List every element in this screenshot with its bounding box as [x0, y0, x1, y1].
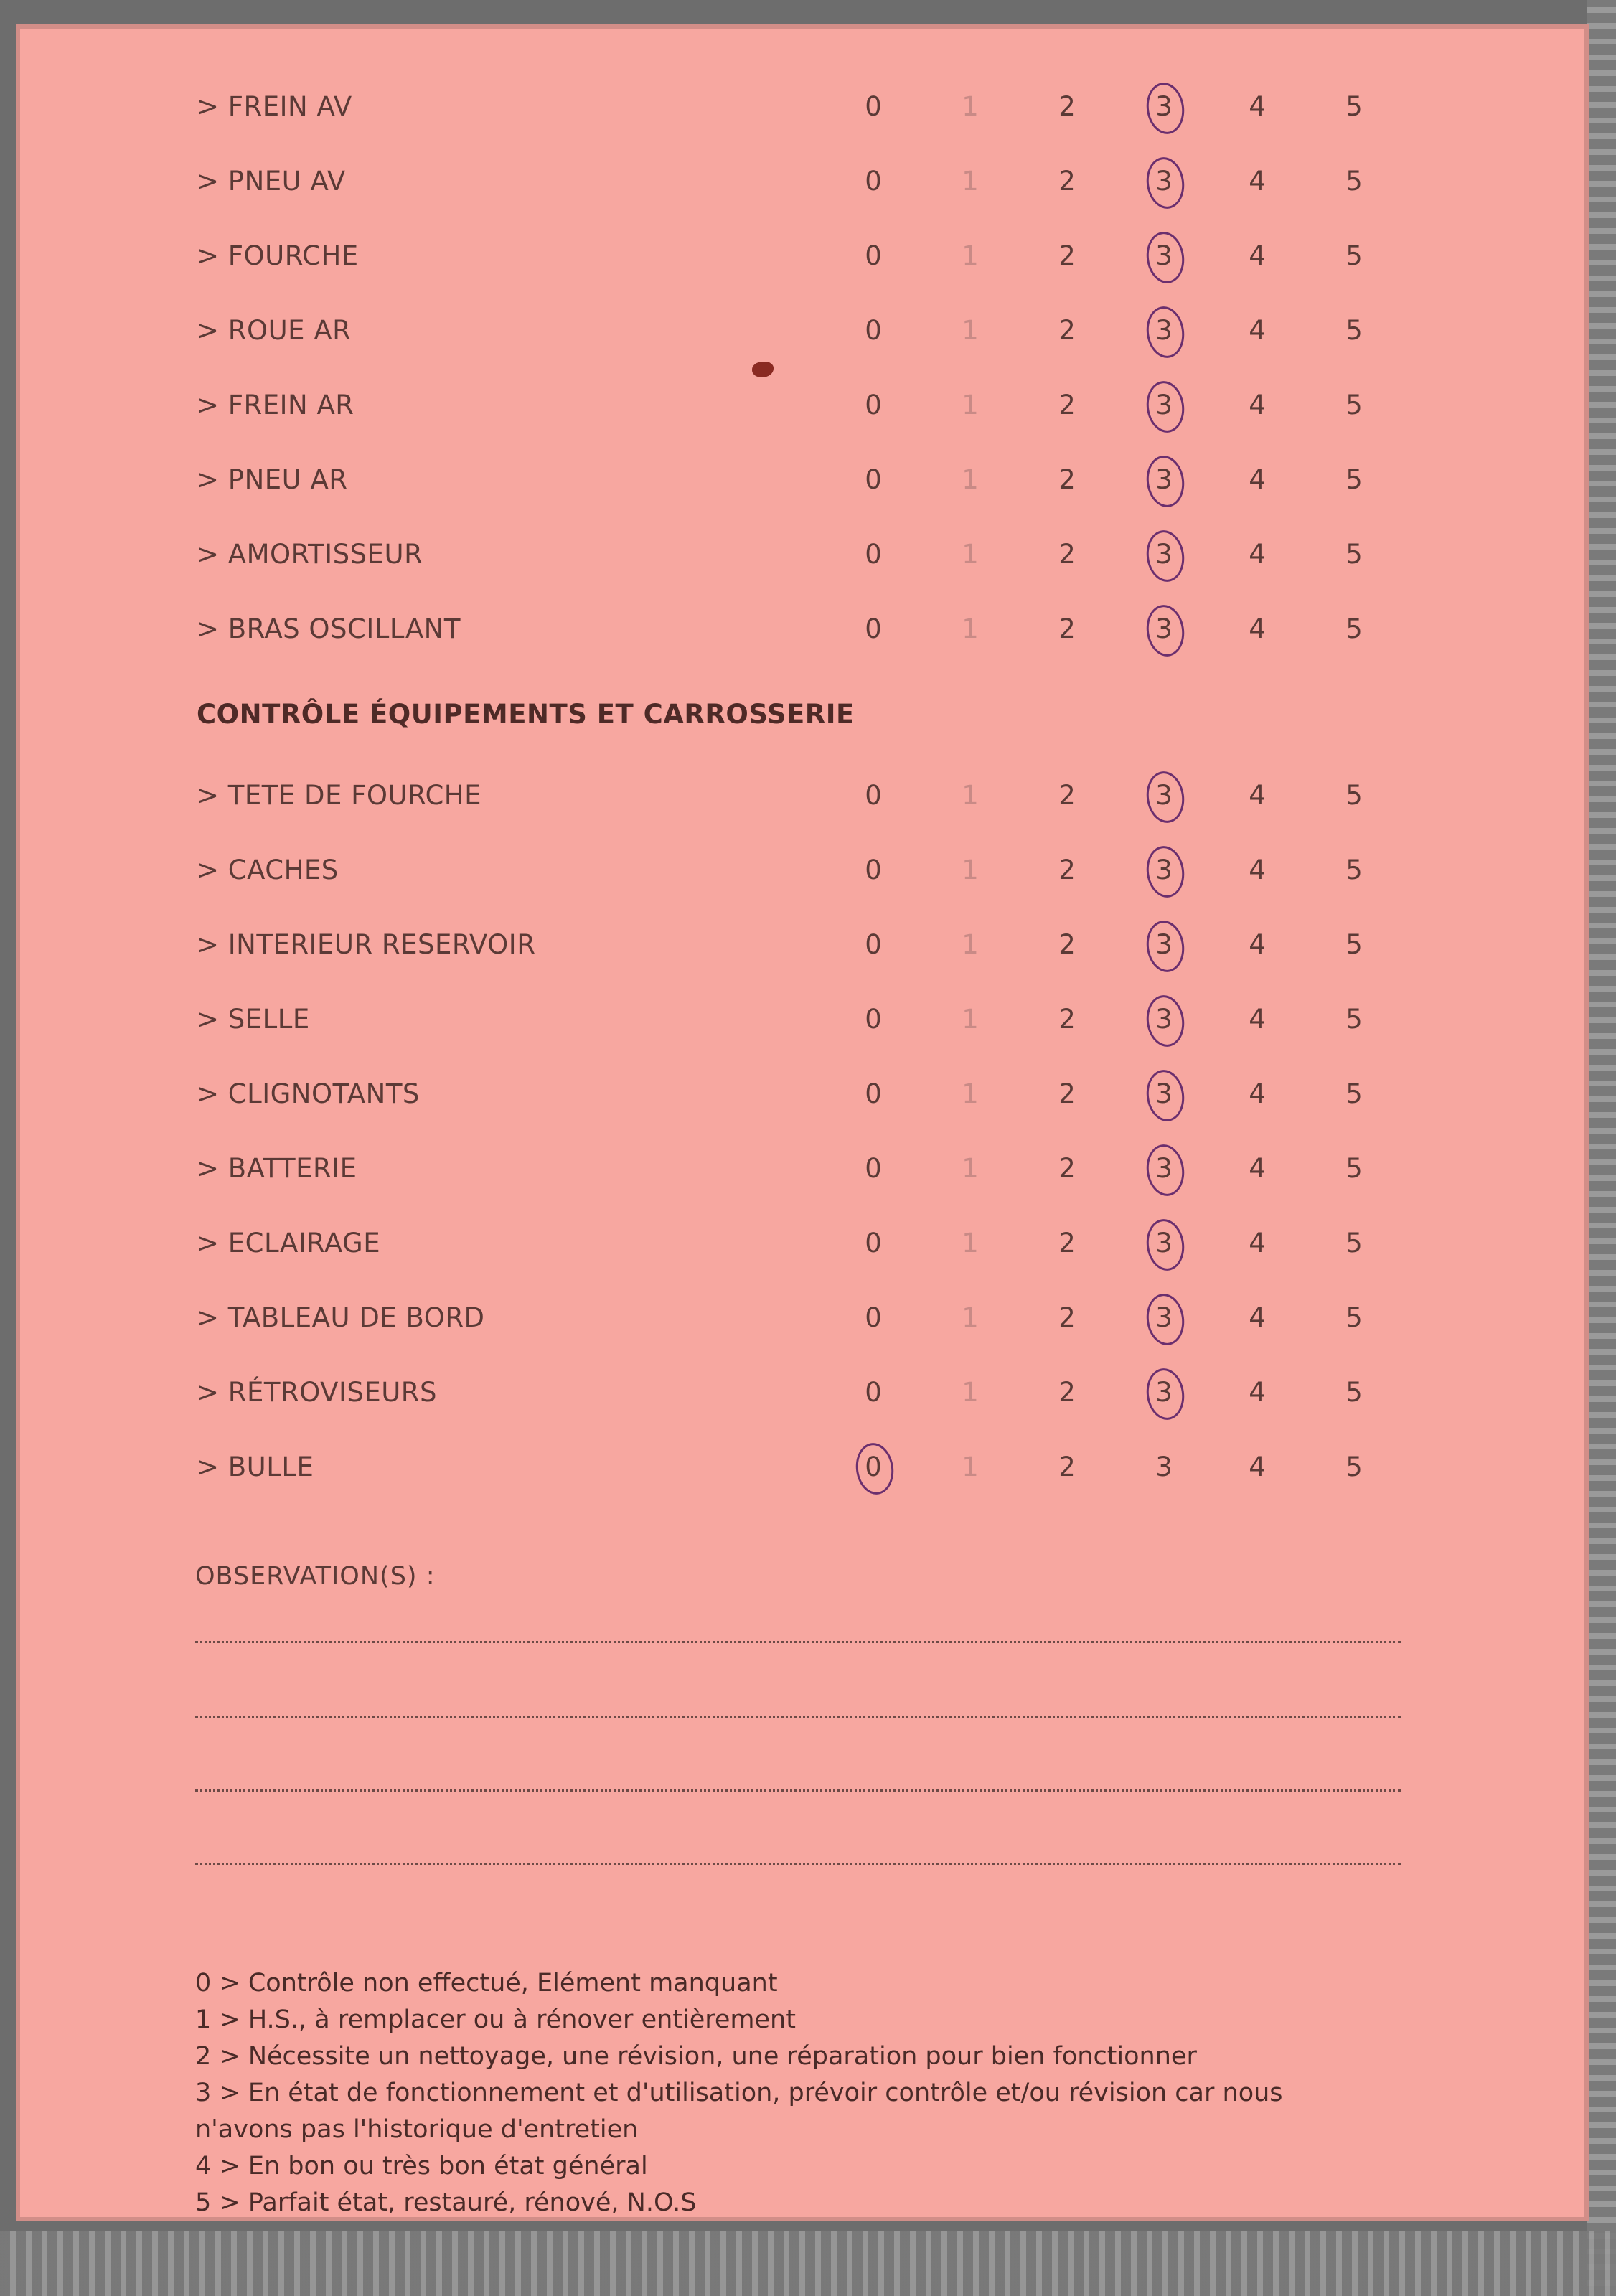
- rating-option-2[interactable]: 2: [1058, 855, 1076, 885]
- row-label: > ECLAIRAGE: [197, 1228, 381, 1258]
- rating-option-1[interactable]: 1: [962, 1377, 979, 1408]
- rating-option-4[interactable]: 4: [1249, 1377, 1266, 1408]
- rating-option-0[interactable]: 0: [865, 613, 882, 644]
- checklist-row: [16, 998, 1589, 1041]
- rating-option-5[interactable]: 5: [1345, 613, 1363, 644]
- rating-option-4[interactable]: 4: [1249, 1452, 1266, 1482]
- legend-line: 2 > Nécessite un nettoyage, une révision, une réparation pour bien fonctionner: [195, 2042, 1197, 2071]
- rating-option-2[interactable]: 2: [1058, 613, 1076, 644]
- rating-option-0[interactable]: 0: [865, 929, 882, 960]
- rating-option-1[interactable]: 1: [962, 613, 979, 644]
- rating-option-0[interactable]: 0: [865, 240, 882, 271]
- rating-option-3[interactable]: 3: [1142, 91, 1185, 122]
- rating-option-1[interactable]: 1: [962, 464, 979, 495]
- rating-legend: [195, 1965, 1415, 2221]
- observation-label: OBSERVATION(S) :: [195, 1562, 436, 1591]
- checklist-row: [16, 774, 1589, 817]
- row-label: > ROUE AR: [197, 315, 352, 346]
- rating-option-4[interactable]: 4: [1249, 539, 1266, 570]
- rating-option-4[interactable]: 4: [1249, 315, 1266, 346]
- rating-option-3[interactable]: 3: [1155, 1452, 1173, 1482]
- checklist-row: [16, 1371, 1589, 1414]
- rating-option-5[interactable]: 5: [1345, 1228, 1363, 1258]
- rating-option-0[interactable]: 0: [865, 1377, 882, 1408]
- rating-option-3[interactable]: 3: [1142, 390, 1185, 420]
- checklist-row: [16, 1446, 1589, 1489]
- rating-option-0[interactable]: 0: [865, 1004, 882, 1035]
- rating-option-2[interactable]: 2: [1058, 166, 1076, 197]
- rating-option-5[interactable]: 5: [1345, 315, 1363, 346]
- rating-option-0[interactable]: 0: [865, 390, 882, 420]
- rating-option-2[interactable]: 2: [1058, 1377, 1076, 1408]
- checklist-row: [16, 85, 1589, 128]
- rating-option-0[interactable]: 0: [865, 315, 882, 346]
- rating-option-5[interactable]: 5: [1345, 1078, 1363, 1109]
- observation-line[interactable]: [195, 1716, 1401, 1718]
- rating-option-3[interactable]: 3: [1142, 1228, 1185, 1258]
- row-label: > BULLE: [197, 1452, 314, 1482]
- rating-option-3[interactable]: 3: [1142, 1302, 1185, 1333]
- rating-option-0[interactable]: 0: [865, 166, 882, 197]
- rating-option-1[interactable]: 1: [962, 1153, 979, 1184]
- rating-option-3[interactable]: 3: [1142, 1377, 1185, 1408]
- rating-option-5[interactable]: 5: [1345, 780, 1363, 811]
- rating-option-1[interactable]: 1: [962, 1302, 979, 1333]
- rating-option-5[interactable]: 5: [1345, 1377, 1363, 1408]
- rating-option-3[interactable]: 3: [1142, 855, 1185, 885]
- legend-line: n'avons pas l'historique d'entretien: [195, 2115, 639, 2144]
- rating-option-5[interactable]: 5: [1345, 1153, 1363, 1184]
- rating-option-0[interactable]: 0: [865, 1078, 882, 1109]
- rating-option-3[interactable]: 3: [1142, 315, 1185, 346]
- checklist-row: [16, 235, 1589, 278]
- observation-line[interactable]: [195, 1789, 1401, 1792]
- checklist-row: [16, 160, 1589, 203]
- rating-option-4[interactable]: 4: [1249, 390, 1266, 420]
- rating-option-0[interactable]: 0: [865, 780, 882, 811]
- rating-option-4[interactable]: 4: [1249, 1153, 1266, 1184]
- checklist-row: [16, 608, 1589, 651]
- rating-option-1[interactable]: 1: [962, 166, 979, 197]
- row-label: > AMORTISSEUR: [197, 539, 423, 570]
- rating-option-2[interactable]: 2: [1058, 1078, 1076, 1109]
- rating-option-3[interactable]: 3: [1142, 613, 1185, 644]
- row-label: > TETE DE FOURCHE: [197, 780, 481, 811]
- checklist-row: [16, 849, 1589, 892]
- row-label: > FREIN AV: [197, 91, 352, 122]
- rating-option-2[interactable]: 2: [1058, 929, 1076, 960]
- rating-option-3[interactable]: 3: [1142, 1153, 1185, 1184]
- row-label: > BRAS OSCILLANT: [197, 613, 461, 644]
- row-label: > TABLEAU DE BORD: [197, 1302, 485, 1333]
- legend-line: 3 > En état de fonctionnement et d'utilisation, prévoir contrôle et/ou révision car nous: [195, 2079, 1283, 2107]
- rating-option-2[interactable]: 2: [1058, 390, 1076, 420]
- rating-option-2[interactable]: 2: [1058, 1004, 1076, 1035]
- rating-option-1[interactable]: 1: [962, 855, 979, 885]
- rating-option-5[interactable]: 5: [1345, 166, 1363, 197]
- section-title: CONTRÔLE ÉQUIPEMENTS ET CARROSSERIE: [197, 699, 855, 730]
- checklist-row: [16, 309, 1589, 352]
- rating-option-5[interactable]: 5: [1345, 1004, 1363, 1035]
- sleeve-edge-right: [1587, 0, 1616, 2296]
- sleeve-edge-bottom: [0, 2231, 1616, 2296]
- rating-option-2[interactable]: 2: [1058, 240, 1076, 271]
- rating-option-3[interactable]: 3: [1142, 1078, 1185, 1109]
- rating-option-1[interactable]: 1: [962, 315, 979, 346]
- rating-option-5[interactable]: 5: [1345, 464, 1363, 495]
- rating-option-0[interactable]: 0: [865, 1153, 882, 1184]
- rating-option-4[interactable]: 4: [1249, 1078, 1266, 1109]
- rating-option-5[interactable]: 5: [1345, 929, 1363, 960]
- rating-option-3[interactable]: 3: [1142, 1004, 1185, 1035]
- rating-option-0[interactable]: 0: [865, 1228, 882, 1258]
- rating-option-1[interactable]: 1: [962, 929, 979, 960]
- rating-option-5[interactable]: 5: [1345, 1452, 1363, 1482]
- checklist-sheet: [16, 24, 1589, 2221]
- rating-option-3[interactable]: 3: [1142, 780, 1185, 811]
- rating-option-4[interactable]: 4: [1249, 855, 1266, 885]
- rating-option-0[interactable]: 0: [852, 1452, 895, 1482]
- rating-option-2[interactable]: 2: [1058, 1153, 1076, 1184]
- rating-option-5[interactable]: 5: [1345, 91, 1363, 122]
- row-label: > INTERIEUR RESERVOIR: [197, 929, 536, 960]
- rating-option-1[interactable]: 1: [962, 390, 979, 420]
- rating-option-1[interactable]: 1: [962, 1228, 979, 1258]
- row-label: > CLIGNOTANTS: [197, 1078, 420, 1109]
- legend-line: 1 > H.S., à remplacer ou à rénover entièrement: [195, 2005, 796, 2034]
- rating-option-2[interactable]: 2: [1058, 91, 1076, 122]
- checklist-row: [16, 1073, 1589, 1116]
- checklist-row: [16, 458, 1589, 502]
- rating-option-0[interactable]: 0: [865, 91, 882, 122]
- rating-option-3[interactable]: 3: [1142, 240, 1185, 271]
- rating-option-1[interactable]: 1: [962, 91, 979, 122]
- rating-option-2[interactable]: 2: [1058, 780, 1076, 811]
- row-label: > BATTERIE: [197, 1153, 357, 1184]
- rating-option-5[interactable]: 5: [1345, 855, 1363, 885]
- rating-option-4[interactable]: 4: [1249, 1302, 1266, 1333]
- rating-option-2[interactable]: 2: [1058, 315, 1076, 346]
- rating-option-4[interactable]: 4: [1249, 240, 1266, 271]
- rating-option-4[interactable]: 4: [1249, 613, 1266, 644]
- row-label: > FREIN AR: [197, 390, 354, 420]
- rating-option-3[interactable]: 3: [1142, 464, 1185, 495]
- ink-stain: [752, 362, 774, 377]
- rating-option-0[interactable]: 0: [865, 464, 882, 495]
- checklist-row: [16, 384, 1589, 427]
- rating-option-4[interactable]: 4: [1249, 91, 1266, 122]
- rating-option-0[interactable]: 0: [865, 855, 882, 885]
- rating-option-2[interactable]: 2: [1058, 539, 1076, 570]
- rating-option-4[interactable]: 4: [1249, 1004, 1266, 1035]
- legend-line: 5 > Parfait état, restauré, rénové, N.O.S: [195, 2188, 697, 2217]
- rating-option-4[interactable]: 4: [1249, 464, 1266, 495]
- checklist-row: [16, 923, 1589, 966]
- rating-option-4[interactable]: 4: [1249, 166, 1266, 197]
- checklist-row: [16, 1297, 1589, 1340]
- rating-option-4[interactable]: 4: [1249, 929, 1266, 960]
- rating-option-5[interactable]: 5: [1345, 390, 1363, 420]
- rating-option-5[interactable]: 5: [1345, 539, 1363, 570]
- rating-option-0[interactable]: 0: [865, 1302, 882, 1333]
- checklist-row: [16, 1147, 1589, 1190]
- rating-option-1[interactable]: 1: [962, 539, 979, 570]
- rating-option-3[interactable]: 3: [1142, 166, 1185, 197]
- checklist-row: [16, 1222, 1589, 1265]
- legend-line: 0 > Contrôle non effectué, Elément manquant: [195, 1969, 778, 1998]
- row-label: > PNEU AV: [197, 166, 346, 197]
- row-label: > CACHES: [197, 855, 339, 885]
- rating-option-4[interactable]: 4: [1249, 780, 1266, 811]
- rating-option-0[interactable]: 0: [865, 539, 882, 570]
- rating-option-4[interactable]: 4: [1249, 1228, 1266, 1258]
- rating-option-1[interactable]: 1: [962, 780, 979, 811]
- checklist-row: [16, 533, 1589, 576]
- rating-option-2[interactable]: 2: [1058, 1228, 1076, 1258]
- rating-option-1[interactable]: 1: [962, 1078, 979, 1109]
- row-label: > FOURCHE: [197, 240, 359, 271]
- row-label: > RÉTROVISEURS: [197, 1377, 437, 1408]
- rating-option-5[interactable]: 5: [1345, 240, 1363, 271]
- rating-option-3[interactable]: 3: [1142, 929, 1185, 960]
- row-label: > PNEU AR: [197, 464, 348, 495]
- rating-option-3[interactable]: 3: [1142, 539, 1185, 570]
- legend-line: 4 > En bon ou très bon état général: [195, 2152, 648, 2180]
- rating-option-2[interactable]: 2: [1058, 464, 1076, 495]
- observation-line[interactable]: [195, 1863, 1401, 1866]
- rating-option-1[interactable]: 1: [962, 240, 979, 271]
- rating-option-5[interactable]: 5: [1345, 1302, 1363, 1333]
- observation-line[interactable]: [195, 1641, 1401, 1643]
- rating-option-1[interactable]: 1: [962, 1452, 979, 1482]
- rating-option-2[interactable]: 2: [1058, 1302, 1076, 1333]
- row-label: > SELLE: [197, 1004, 310, 1035]
- rating-option-1[interactable]: 1: [962, 1004, 979, 1035]
- rating-option-2[interactable]: 2: [1058, 1452, 1076, 1482]
